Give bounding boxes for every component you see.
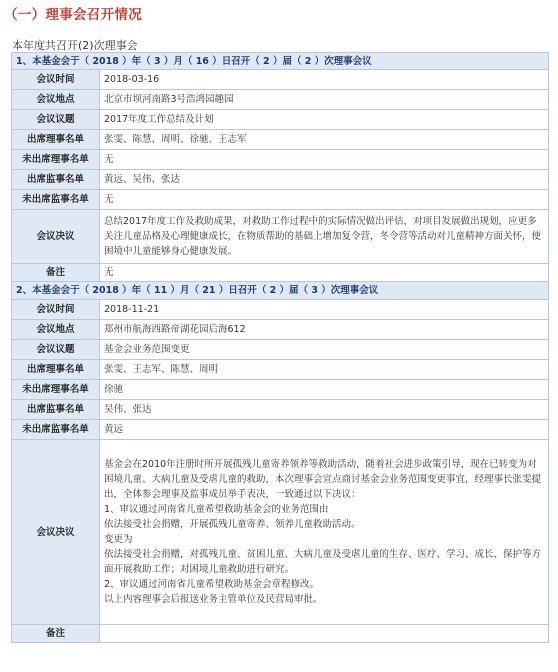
absent-directors: 徐驰	[100, 380, 549, 400]
table-row	[12, 210, 549, 264]
meeting-topic: 基金会业务范围变更	[100, 340, 549, 360]
time-label: 会议时间	[12, 70, 100, 90]
resolution-label: 会议决议	[12, 210, 100, 264]
resolution-paragraph: 1、审议通过河南省儿童希望救助基金会的业务范围由	[104, 504, 329, 515]
present-supervisors: 黄远、吴伟、张达	[100, 170, 549, 190]
resolution-paragraph: 变更为	[104, 534, 133, 545]
present-directors: 张雯、陈慧、周明、徐驰、王志军	[100, 130, 549, 150]
meeting-time: 2018-11-21	[100, 300, 549, 320]
topic-label: 会议议题	[12, 110, 100, 130]
absent-directors-label: 未出席理事名单	[12, 150, 100, 170]
meeting-remark	[100, 625, 549, 643]
resolution-paragraph: 依法接受社会捐赠，开展孤残儿童寄养、领养儿童救助活动。	[104, 519, 361, 530]
table-row	[12, 400, 549, 420]
meeting-resolution	[100, 210, 549, 264]
resolution-paragraph: 基金会在2010年注册时所开展孤残儿童寄养领养等救助活动，随着社会进步政策引导，现在已转变为对困境儿童、大病儿童及受虐儿童的救助，本次理事会宣点商讨基金会业务范围变更事宜，经理事长张雯提出，全体参会理事及监事成员举手表决，一致通过以下决议：	[104, 459, 542, 500]
time-label: 会议时间	[12, 300, 100, 320]
absent-supervisors-label: 未出席监事名单	[12, 190, 100, 210]
table-row	[12, 360, 549, 380]
absent-supervisors: 无	[100, 190, 549, 210]
table-row	[12, 300, 549, 320]
meeting-remark: 无	[100, 264, 549, 282]
meeting-place: 郑州市航海西路帝湖花园后海612	[100, 320, 549, 340]
meeting-header-row	[12, 53, 549, 70]
meeting-header: 1、本基金会于（ 2018 ）年（ 3 ）月（ 16 ）日召开（ 2 ）届（ 2 ）次理事会议	[12, 53, 549, 70]
meeting-resolution	[100, 440, 549, 625]
table-row	[12, 110, 549, 130]
topic-label: 会议议题	[12, 340, 100, 360]
meeting-topic: 2017年度工作总结及计划	[100, 110, 549, 130]
table-row	[12, 625, 549, 643]
table-row	[12, 340, 549, 360]
remark-label: 备注	[12, 264, 100, 282]
present-directors-label: 出席理事名单	[12, 360, 100, 380]
resolution-paragraph: 总结2017年度工作及救助成果，对救助工作过程中的实际情况做出评估，对项目发展做出规划，应更多关注儿童品格及心理健康成长，在物质帮助的基础上增加复令营，冬令营等活动对儿童精神方面关怀，使困境中儿童能够身心健康发展。	[104, 216, 542, 257]
present-supervisors-label: 出席监事名单	[12, 170, 100, 190]
table-row	[12, 130, 549, 150]
table-row	[12, 190, 549, 210]
table-row	[12, 320, 549, 340]
absent-supervisors-label: 未出席监事名单	[12, 420, 100, 440]
resolution-paragraph: 2、审议通过河南省儿童希望救助基金会章程修改。	[104, 579, 320, 590]
present-supervisors: 吴伟、张达	[100, 400, 549, 420]
meeting-header: 2、本基金会于（ 2018 ）年（ 11 ）月（ 21 ）日召开（ 2 ）届（ 3 ）次理事会议	[12, 282, 549, 300]
absent-directors: 无	[100, 150, 549, 170]
present-directors-label: 出席理事名单	[12, 130, 100, 150]
absent-directors-label: 未出席理事名单	[12, 380, 100, 400]
table-row	[12, 440, 549, 625]
meeting-header-row	[12, 282, 549, 300]
meeting-count-summary: 本年度共召开(2)次理事会	[12, 39, 138, 52]
meeting-time: 2018-03-16	[100, 70, 549, 90]
place-label: 会议地点	[12, 320, 100, 340]
board-meetings-table	[11, 52, 549, 643]
place-label: 会议地点	[12, 90, 100, 110]
table-row	[12, 150, 549, 170]
present-directors: 张雯、王志军、陈慧、周明	[100, 360, 549, 380]
table-row	[12, 70, 549, 90]
section-title: （一）理事会召开情况	[4, 7, 142, 23]
meeting-place: 北京市坝河南路3号浩鸿园趣园	[100, 90, 549, 110]
absent-supervisors: 黄远	[100, 420, 549, 440]
present-supervisors-label: 出席监事名单	[12, 400, 100, 420]
table-row	[12, 380, 549, 400]
resolution-paragraph: 依法接受社会捐赠，对孤残儿童、贫困儿童、大病儿童及受虐儿童的生存、医疗、学习、成长、保护等方面开展救助工作；对困境儿童救助进行研究。	[104, 549, 542, 575]
table-row	[12, 170, 549, 190]
table-row	[12, 90, 549, 110]
table-row	[12, 264, 549, 282]
remark-label: 备注	[12, 625, 100, 643]
resolution-paragraph: 以上内容理事会后报送业务主管单位及民营局审批。	[104, 594, 323, 605]
table-row	[12, 420, 549, 440]
resolution-label: 会议决议	[12, 440, 100, 625]
